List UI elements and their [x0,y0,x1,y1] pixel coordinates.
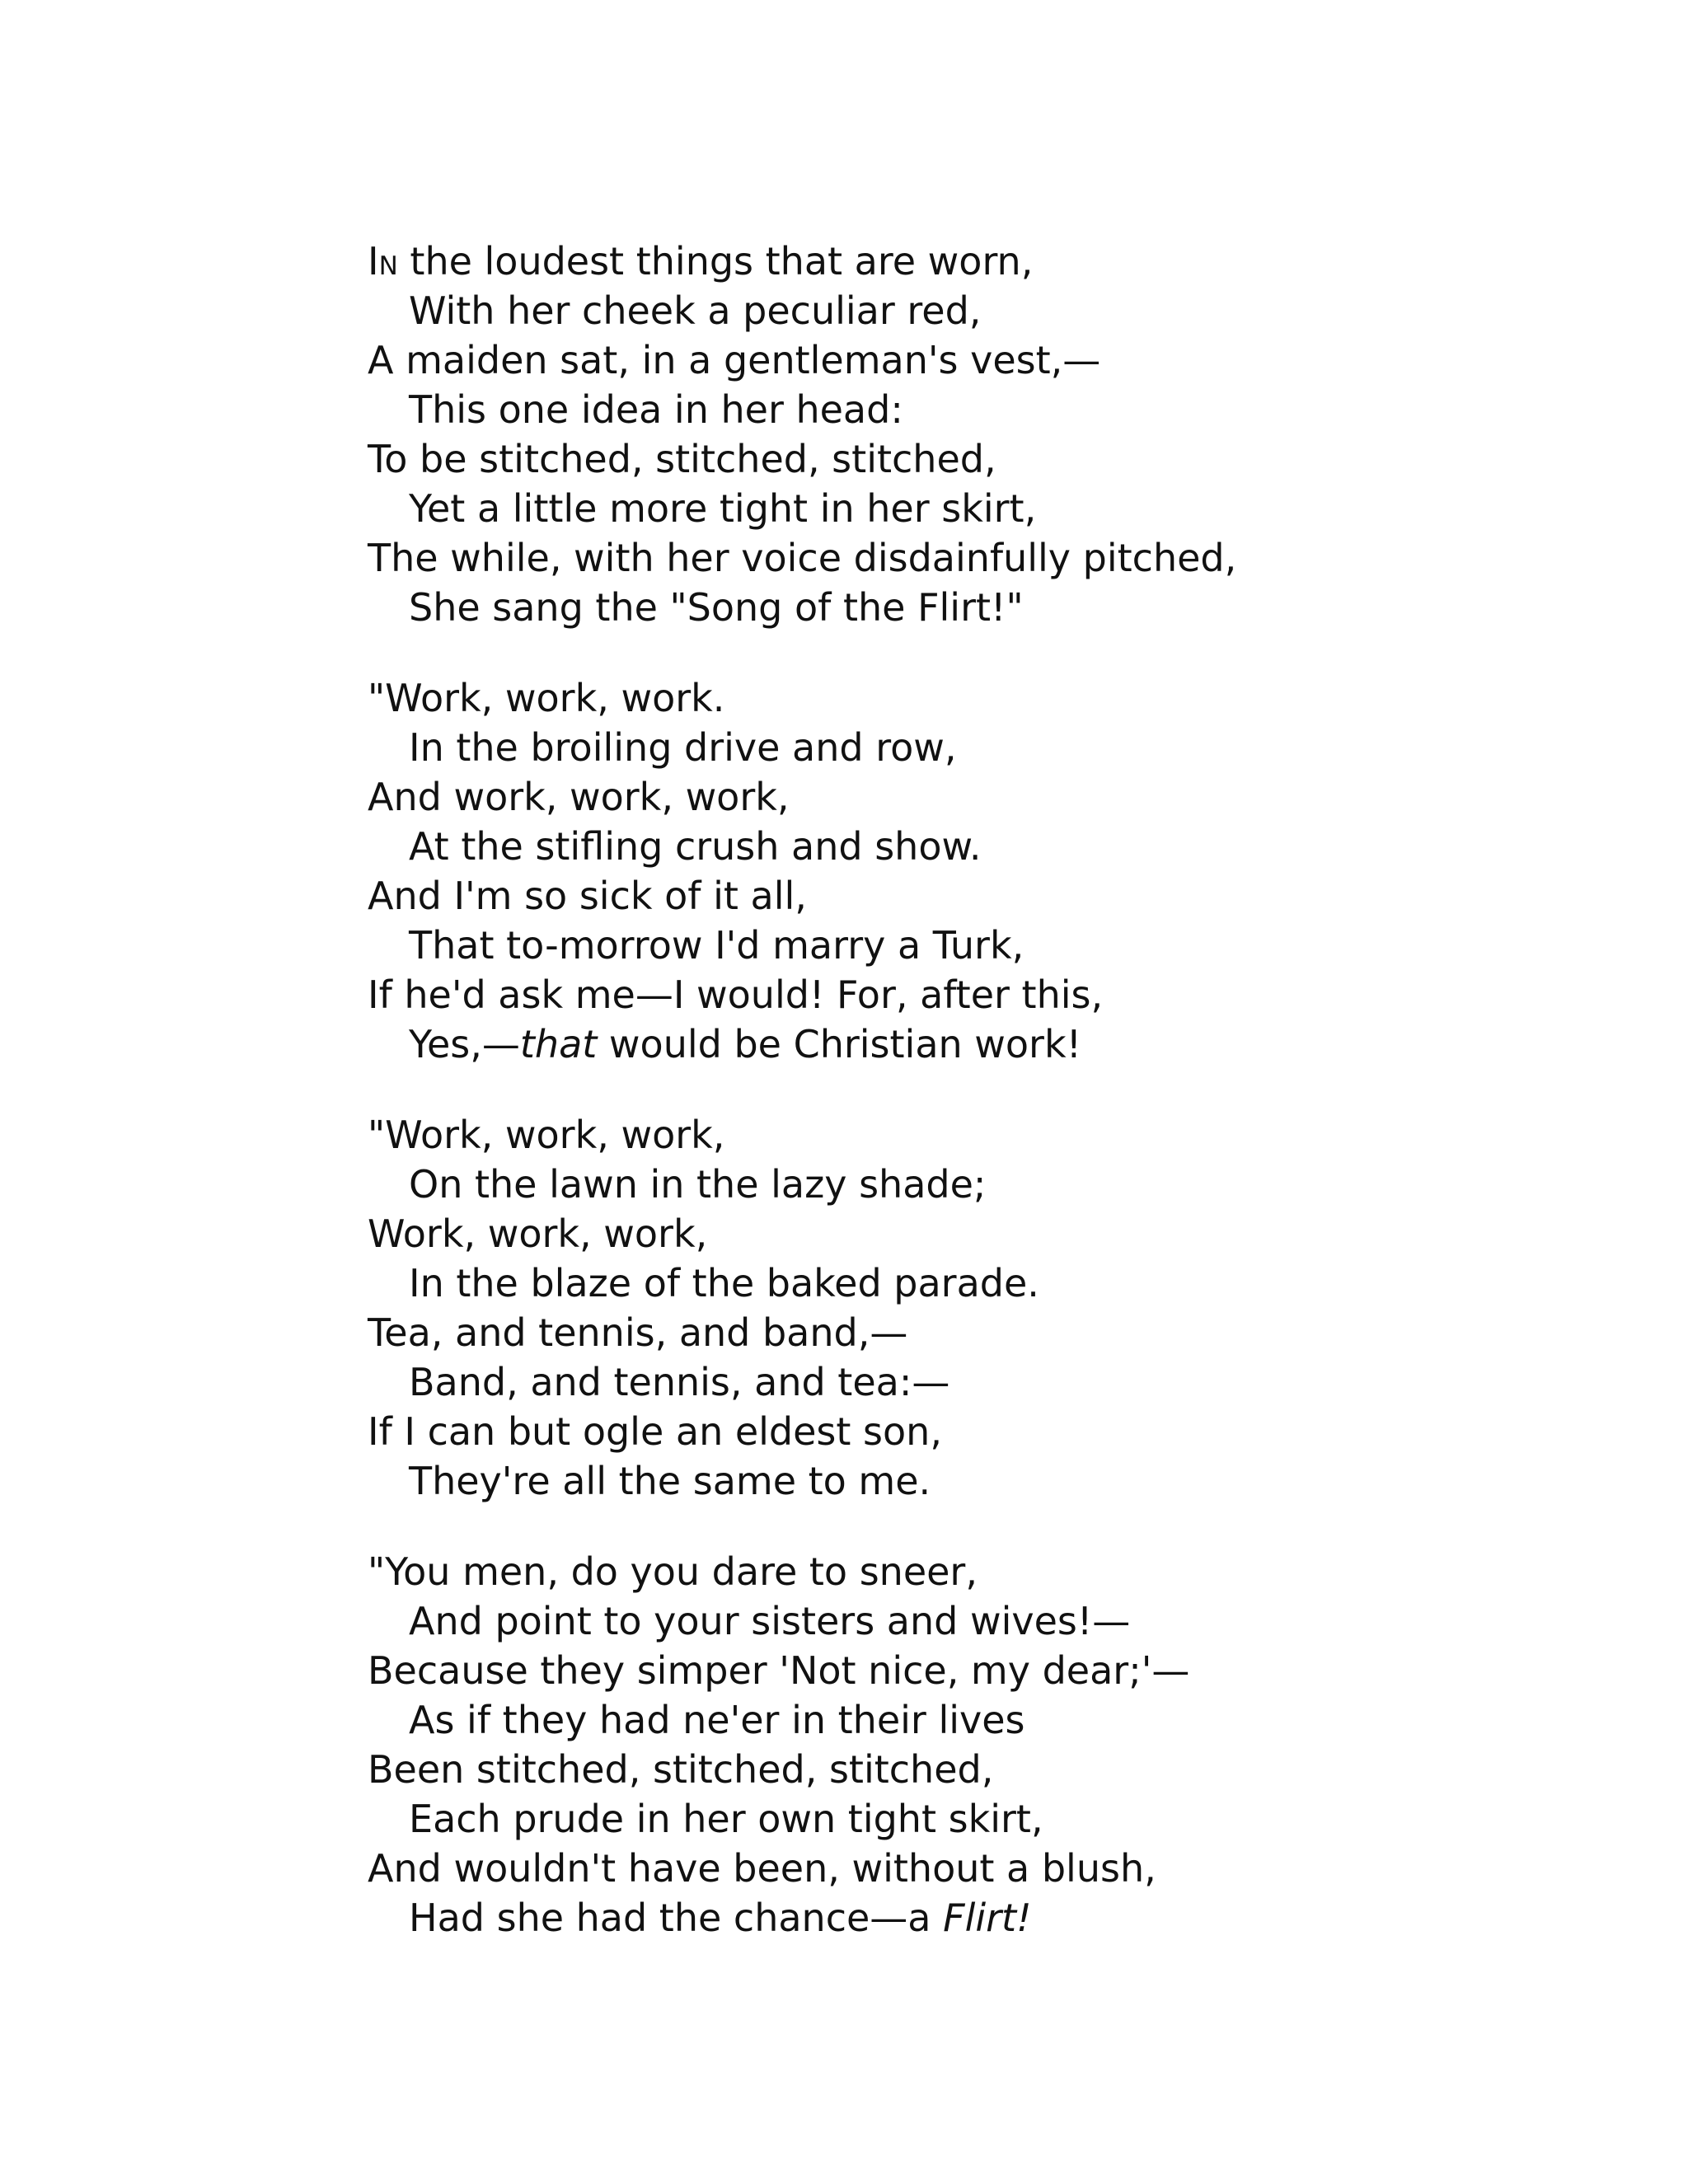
drop-cap: I [368,239,379,284]
poem-line: If he'd ask me—I would! For, after this, [368,972,1104,1017]
poem-line: A maiden sat, in a gentleman's vest,— [368,338,1101,382]
line-text: Had she had the chance—a [409,1896,944,1940]
stanza-4 [368,1547,1604,1943]
poem-line: In the broiling drive and row, [409,725,957,770]
poem-line: As if they had ne'er in their lives [409,1698,1025,1742]
poem-line: The while, with her voice disdainfully pitched, [368,536,1237,580]
poem-line: Work, work, work, [368,1212,708,1256]
poem-line: "Work, work, work, [368,1113,725,1157]
poem-line: And I'm so sick of it all, [368,874,807,918]
poem-line: In the blaze of the baked parade. [409,1261,1039,1305]
poem-line: And wouldn't have been, without a blush, [368,1846,1156,1891]
poem-line: With her cheek a peculiar red, [409,288,982,333]
poem-line: That to-morrow I'd marry a Turk, [409,923,1025,968]
poem-line: And point to your sisters and wives!— [409,1599,1131,1643]
poem-line: And work, work, work, [368,775,790,819]
poem-line: Yet a little more tight in her skirt, [409,486,1037,531]
poem-line: Band, and tennis, and tea:— [409,1360,950,1404]
stanza-3 [368,1110,1604,1506]
poem-line: Because they simper 'Not nice, my dear;'— [368,1648,1190,1693]
line-text: Yes,— [409,1022,520,1066]
poem-line: They're all the same to me. [409,1459,931,1503]
italic-text: Flirt! [943,1896,1032,1940]
poem-line: "Work, work, work. [368,676,725,720]
stanza-1 [368,237,1604,632]
poem-line: Each prude in her own tight skirt, [409,1797,1043,1841]
poem-line: If I can but ogle an eldest son, [368,1409,942,1454]
poem [368,237,1604,1984]
poem-line: She sang the "Song of the Flirt!" [409,585,1024,630]
poem-line: This one idea in her head: [409,387,903,432]
stanza-2 [368,673,1604,1069]
poem-line: At the stifling crush and show. [409,824,982,869]
line-text: would be Christian work! [597,1022,1082,1066]
line-text: the loudest things that are worn, [397,239,1034,284]
poem-line [368,1019,1604,1069]
poem-line: "You men, do you dare to sneer, [368,1549,978,1594]
poem-line: To be stitched, stitched, stitched, [368,437,996,481]
poem-line [368,237,1604,286]
italic-text: that [519,1022,598,1066]
poem-line [368,1893,1604,1943]
poem-line: Been stitched, stitched, stitched, [368,1747,994,1792]
poem-line: Tea, and tennis, and band,— [368,1310,908,1355]
poem-line: On the lawn in the lazy shade; [409,1162,987,1207]
small-caps: N [378,251,398,281]
